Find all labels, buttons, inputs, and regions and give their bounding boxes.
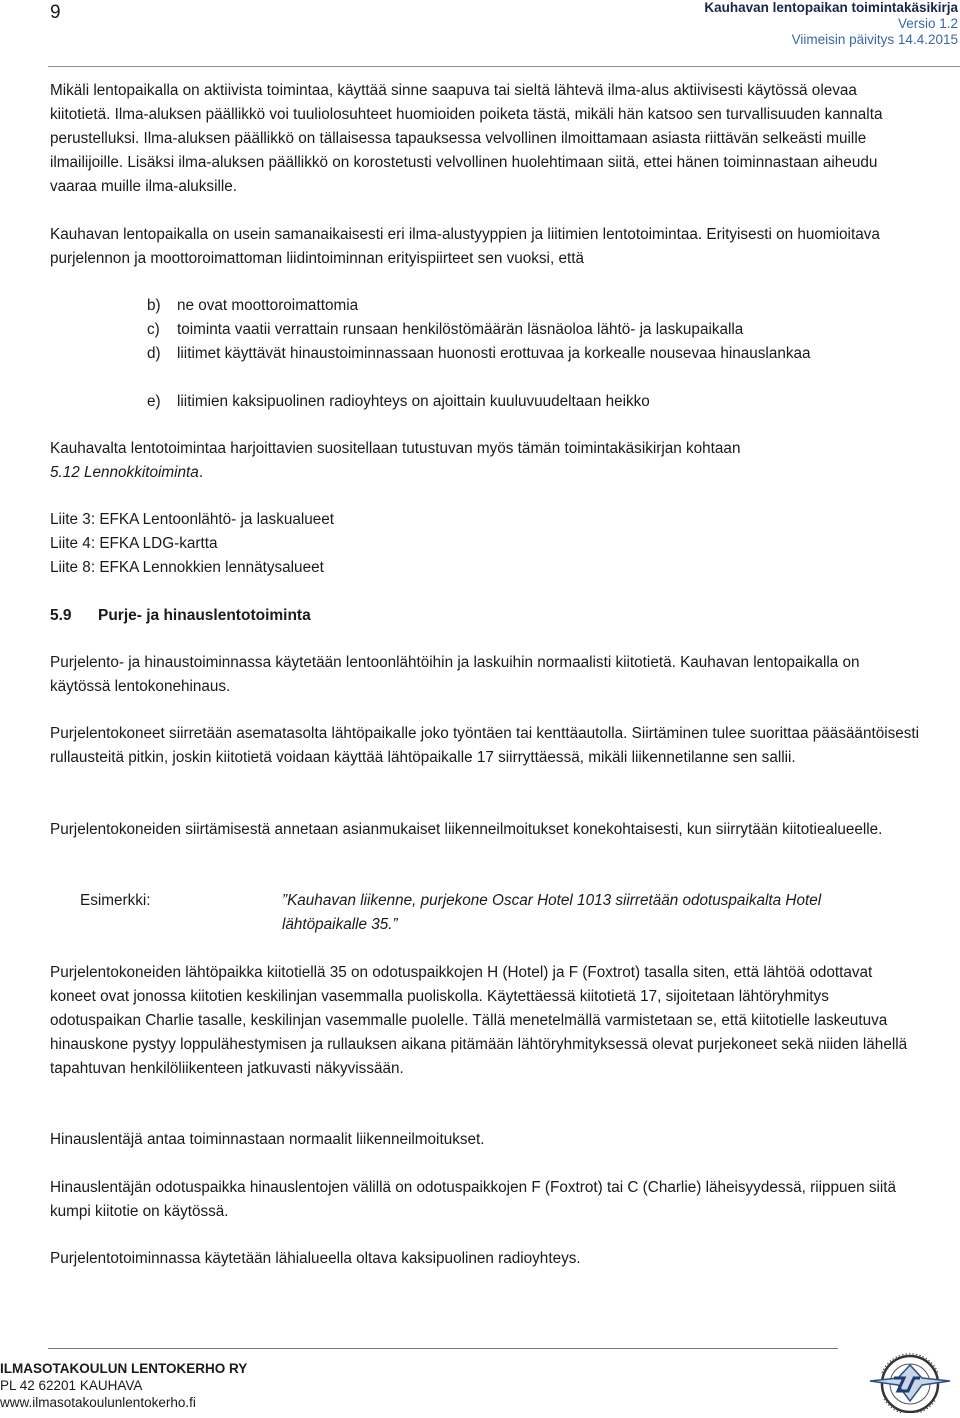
list-item xyxy=(0,318,960,342)
paragraph-runway-use: Purjelento- ja hinaustoiminnassa käytetään lentoonlähtöihin ja laskuihin normaalisti kiitotietä. Kauhavan lentopaikalla on käytössä lentokonehinaus. xyxy=(50,654,860,695)
list-item xyxy=(0,390,960,414)
section-number: 5.9 xyxy=(50,607,72,624)
paragraph-tow-pilot-reports: Hinauslentäjä antaa toiminnastaan normaalit liikenneilmoitukset. xyxy=(50,1131,485,1148)
paragraph-glider-moving: Purjelentokoneet siirretään asematasolta lähtöpaikalle joko työntäen tai kenttäautolla. Siirtäminen tulee suorittaa pääsääntöisesti rullausteitä pitkin, joskin kiitotietä voidaan käyttää lähtöpaikalle 17 siirryttäessä, mikäli liikennetilanne sen sallii. xyxy=(50,725,920,766)
paragraph-traffic-reports: Purjelentokoneiden siirtämisestä annetaan asianmukaiset liikenneilmoitukset konekohtaisesti, kun siirrytään kiitotiealueelle. xyxy=(50,821,883,838)
attachment-item[interactable]: Liite 3: EFKA Lentoonlähtö- ja laskualueet xyxy=(50,511,335,528)
recommendation-end: . xyxy=(198,464,204,481)
footer-address: PL 42 62201 KAUHAVA xyxy=(0,1378,143,1393)
paragraph-recommendation xyxy=(50,437,920,485)
list-item-text: toiminta vaatii verrattain runsaan henkilöstömäärän läsnäoloa lähtö- ja laskupaikalla xyxy=(177,321,744,338)
list-item-text: liitimien kaksipuolinen radioyhteys on ajoittain kuuluvuudeltaan heikko xyxy=(177,393,650,410)
paragraph-radio: Purjelentotoiminnassa käytetään lähialueella oltava kaksipuolinen radioyhteys. xyxy=(50,1250,581,1267)
list-item-label: e) xyxy=(147,393,161,410)
list-item-label: b) xyxy=(147,297,161,314)
list-item-text: ne ovat moottoroimattomia xyxy=(177,297,359,314)
footer-divider xyxy=(48,1348,838,1349)
paragraph-mixed-traffic: Kauhavan lentopaikalla on usein samanaikaisesti eri ilma-alustyyppien ja liitimien lentotoimintaa. Erityisesti on huomioitava purjelennon ja moottoroimattoman liidintoiminnan erityispiirteet sen vuoksi, että xyxy=(50,226,880,267)
attachment-item[interactable]: Liite 4: EFKA LDG-kartta xyxy=(50,535,218,552)
list-item xyxy=(0,342,960,390)
list-item-text: liitimet käyttävät hinaustoiminnassaan huonosti erottuvaa ja korkealle nousevaa hinauslankaa xyxy=(177,345,811,362)
example-label: Esimerkki: xyxy=(80,892,151,909)
section-reference-link[interactable]: 5.12 Lennokkitoiminta xyxy=(50,464,199,481)
list-item xyxy=(0,294,960,318)
paragraph-active-runway: Mikäli lentopaikalla on aktiivista toimintaa, käyttää sinne saapuva tai sieltä lähtevä ilma-alus aktiivisesti käytössä olevaa kiitotietä. Ilma-aluksen päällikkö voi tuuliolosuhteet huomioiden poiketa tästä, mikäli hän katsoo sen turvallisuuden kannalta perustelluksi. Ilma-aluksen päällikkö on tällaisessa tapauksessa velvollinen ilmoittamaan asiasta riittävän selkeästi muille ilmailijoille. Lisäksi ilma-aluksen päällikkö on korostetusti velvollinen huolehtimaan siitä, ettei hänen toiminnastaan aiheudu vaaraa muille ilma-aluksille. xyxy=(50,82,883,195)
list-item-label: c) xyxy=(147,321,160,338)
page-number: 9 xyxy=(50,2,61,23)
footer-organization: ILMASOTAKOULUN LENTOKERHO RY xyxy=(0,1361,248,1376)
recommendation-text: Kauhavalta lentotoimintaa harjoittavien suositellaan tutustuvan myös tämän toimintakäsikirjan kohtaan xyxy=(50,440,741,457)
document-title: Kauhavan lentopaikan toimintakäsikirja xyxy=(704,0,958,15)
header-divider xyxy=(48,66,960,67)
paragraph-tow-pilot-holding: Hinauslentäjän odotuspaikka hinauslentojen välillä on odotuspaikkojen F (Foxtrot) tai C (Charlie) läheisyydessä, riippuen siitä kumpi kiitotie on käytössä. xyxy=(50,1179,897,1220)
footer-website[interactable]: www.ilmasotakoulunlentokerho.fi xyxy=(0,1395,196,1410)
list-item-label: d) xyxy=(147,345,161,362)
last-updated: Viimeisin päivitys 14.4.2015 xyxy=(791,32,958,47)
attachment-item[interactable]: Liite 8: EFKA Lennokkien lennätysalueet xyxy=(50,559,324,576)
document-version: Versio 1.2 xyxy=(897,16,958,31)
section-heading xyxy=(50,604,311,628)
paragraph-launch-point: Purjelentokoneiden lähtöpaikka kiitotiellä 35 on odotuspaikkojen H (Hotel) ja F (Foxtrot) tasalla siten, että lähtöä odottavat koneet ovat jonossa kiitotien keskilinjan vasemmalla puoliskolla. Käytettäessä kiitotietä 17, sijoitetaan lähtöryhmitys odotuspaikan Charlie tasalle, keskilinjan vasemmalle puolelle. Tällä menetelmällä varmistetaan se, että kiitotielle laskeutuva hinauskone pystyy loppulähestymisen ja rullauksen aikana pitämään lähtöryhmityksessä olevat purjekoneet sekä niiden lähellä tapahtuvan henkilöliikenteen jatkuvasti näkyvissään. xyxy=(50,964,908,1077)
example-text: ”Kauhavan liikenne, purjekone Oscar Hotel 1013 siirretään odotuspaikalta Hotel lähtöpaikalle 35.” xyxy=(282,892,822,933)
club-logo-icon xyxy=(868,1351,952,1413)
section-title: Purje- ja hinauslentotoiminta xyxy=(98,607,311,624)
